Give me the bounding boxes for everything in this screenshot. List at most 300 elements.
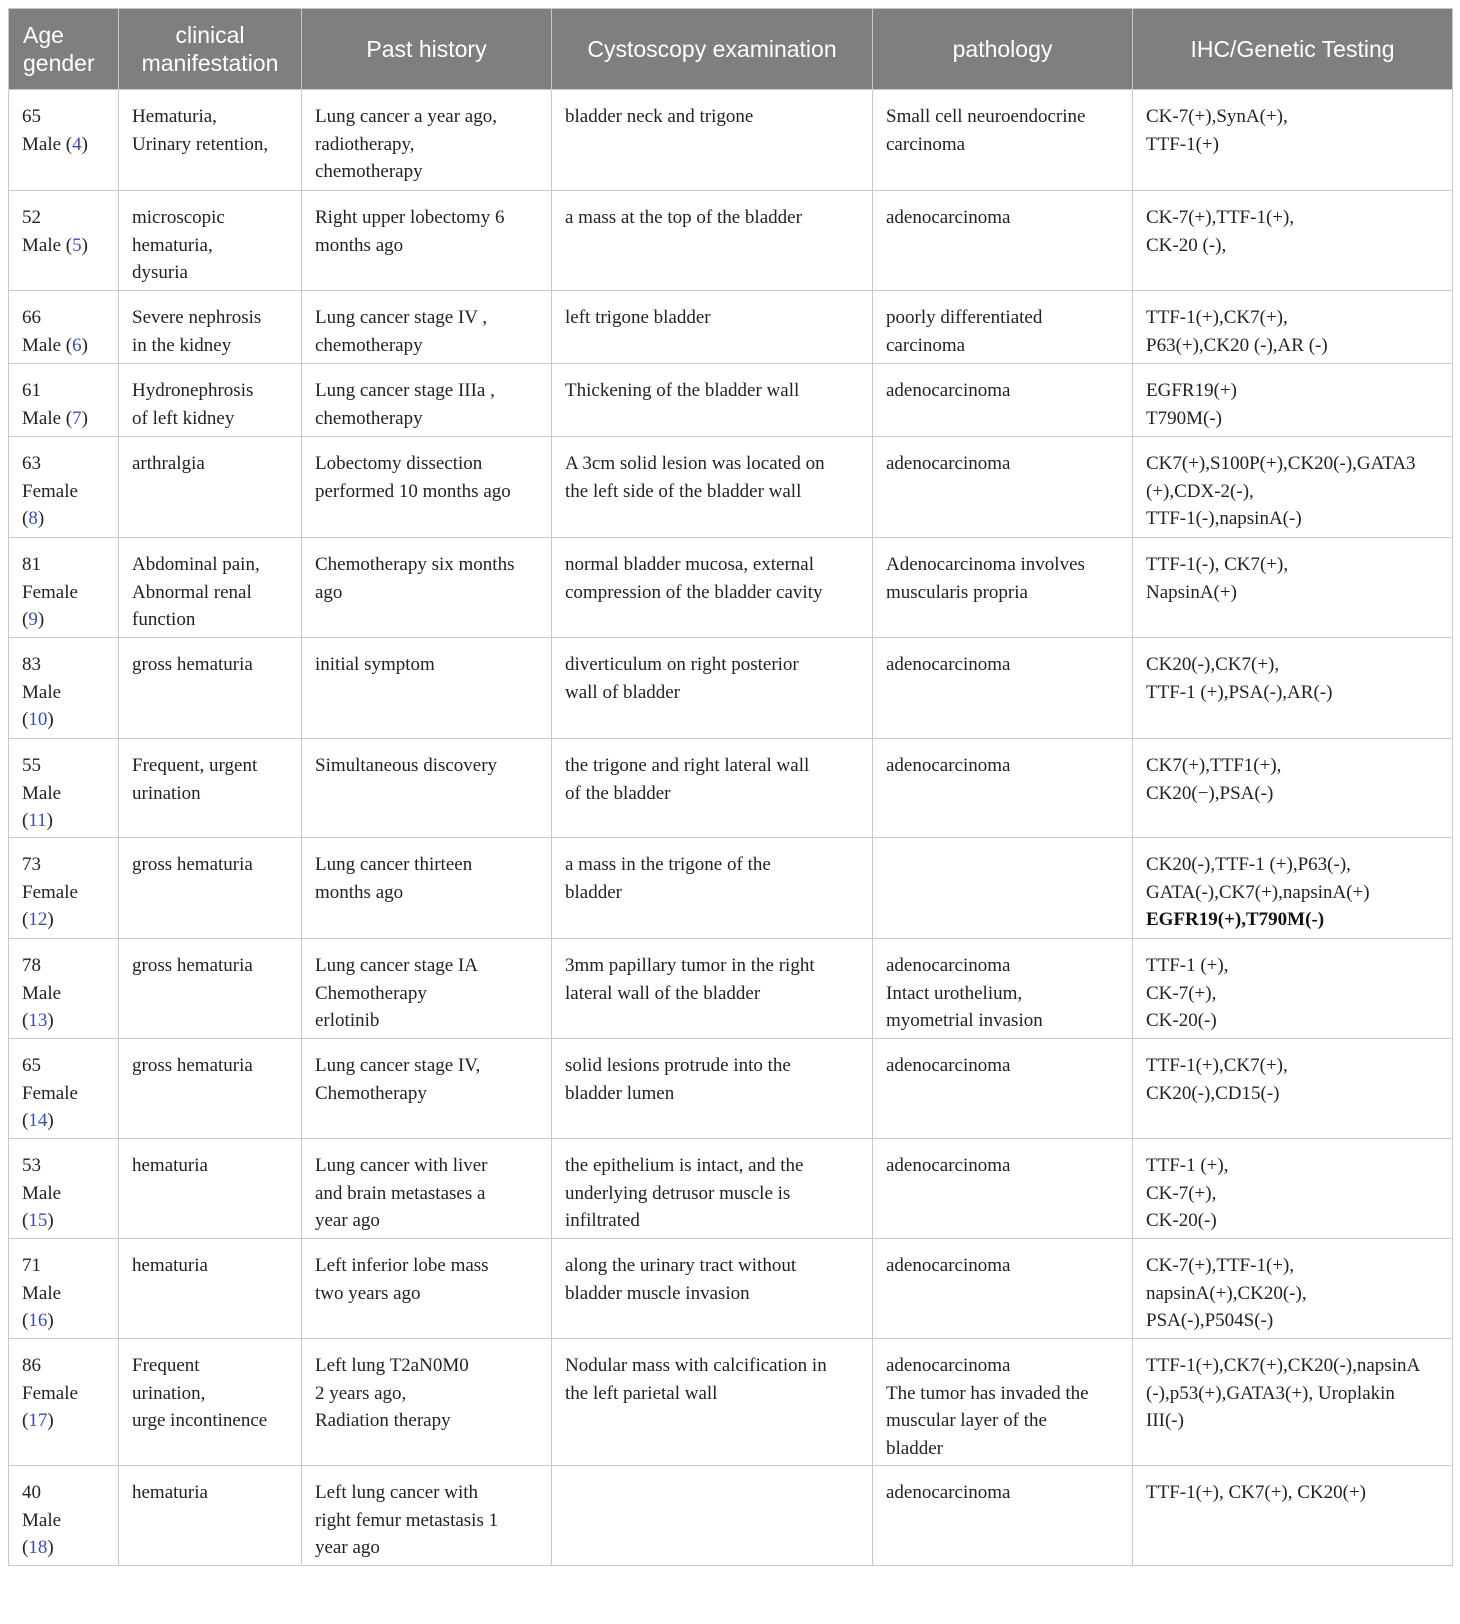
cell-clinical-line: Urinary retention, [132,133,269,155]
reference-link[interactable]: (5) [65,234,88,256]
age-value: 86 [22,1355,41,1376]
header-age-gender: Age gender [9,9,119,90]
cell-pathology-line: adenocarcinoma [886,1482,1011,1503]
age-value: 78 [22,955,41,976]
cell-cystoscopy-line: wall of bladder [565,681,681,703]
reference-number[interactable]: 11 [28,810,47,831]
table-row [9,1239,1453,1339]
cell-past-history-line: initial symptom [315,654,435,675]
reference-number[interactable]: 7 [72,407,82,429]
cell-clinical [119,538,302,638]
cell-age-gender [9,1139,119,1239]
cell-past-history [302,291,552,364]
cell-past-history-line: Lung cancer a year ago, [315,106,497,127]
cell-pathology [873,838,1133,939]
reference-link[interactable]: (10) [22,709,54,730]
cell-cystoscopy-line: left trigone bladder [565,307,711,328]
gender-value: Male [22,982,62,1004]
cell-pathology [873,1339,1133,1466]
cell-cystoscopy-line: infiltrated [565,1210,640,1231]
cell-pathology [873,191,1133,291]
gender-value: Female [22,881,78,903]
cell-age-gender [9,191,119,291]
cell-ihc-line: NapsinA(+) [1146,581,1237,603]
cell-ihc-line: TTF-1(-), CK7(+), [1146,554,1289,575]
cell-pathology [873,638,1133,739]
reference-link[interactable]: (4) [65,133,88,155]
table-row [9,838,1453,939]
reference-number[interactable]: 18 [28,1537,48,1558]
cell-age-gender [9,739,119,838]
age-value: 61 [22,380,41,401]
cell-pathology-line: adenocarcinoma [886,207,1011,228]
cell-past-history [302,638,552,739]
cell-clinical [119,1039,302,1139]
cell-ihc-line: CK-20(-) [1146,1210,1217,1231]
cell-clinical [119,838,302,939]
age-value: 83 [22,654,41,675]
cell-cystoscopy-line: lateral wall of the bladder [565,982,761,1004]
cell-past-history-line: Lung cancer stage IIIa , [315,380,495,401]
cell-ihc-line: (+),CDX-2(-), [1146,480,1254,502]
cell-ihc [1133,538,1453,638]
cell-ihc-line: CK-20(-) [1146,1010,1217,1031]
cell-clinical [119,291,302,364]
cell-clinical-line: Abnormal renal [132,581,252,603]
cell-clinical-line: Frequent [132,1355,200,1376]
gender-value: Female [22,1382,78,1404]
cell-age-gender [9,939,119,1039]
cell-cystoscopy-line: 3mm papillary tumor in the right [565,955,815,976]
cell-pathology-line: adenocarcinoma [886,1155,1011,1176]
cell-past-history-line: months ago [315,881,404,903]
cell-pathology-line: adenocarcinoma [886,453,1011,474]
cell-ihc-line: GATA(-),CK7(+),napsinA(+) [1146,881,1370,903]
age-value: 71 [22,1255,41,1276]
gender-line [22,478,105,506]
cell-clinical-line: hematuria [132,1155,208,1176]
cell-clinical-line: arthralgia [132,453,205,474]
age-value: 55 [22,755,41,776]
cell-past-history-line: Chemotherapy six months [315,554,515,575]
cell-pathology-line: adenocarcinoma [886,955,1011,976]
table-row [9,939,1453,1039]
cell-ihc-line: TTF-1(-),napsinA(-) [1146,508,1302,529]
cell-past-history-line: Simultaneous discovery [315,755,498,776]
cell-pathology [873,1139,1133,1239]
cell-past-history-line: Lung cancer stage IA [315,955,479,976]
cell-past-history-line: Left lung T2aN0M0 [315,1355,469,1376]
reference-link[interactable]: (6) [65,334,88,356]
cell-clinical-line: hematuria, [132,234,213,256]
cell-clinical-line: gross hematuria [132,1055,253,1076]
cell-clinical [119,739,302,838]
cell-past-history-line: radiotherapy, [315,133,415,155]
cell-cystoscopy [552,739,873,838]
cell-past-history [302,191,552,291]
cell-ihc [1133,739,1453,838]
table-container [8,8,1453,1566]
cell-cystoscopy-line: diverticulum on right posterior [565,654,799,675]
gender-value: Male [22,234,62,256]
age-value: 53 [22,1155,41,1176]
cell-past-history [302,739,552,838]
cell-age-gender [9,90,119,191]
cell-pathology-line: poorly differentiated [886,307,1043,328]
cell-clinical-line: Severe nephrosis [132,307,262,328]
cell-past-history-line: Lung cancer thirteen [315,854,473,875]
cell-cystoscopy [552,538,873,638]
cell-cystoscopy [552,191,873,291]
cell-past-history-line: 2 years ago, [315,1382,407,1404]
gender-value: Male [22,133,62,155]
reference-number[interactable]: 9 [28,609,38,630]
table-row [9,90,1453,191]
cell-age-gender [9,838,119,939]
table-row [9,364,1453,437]
cell-cystoscopy [552,638,873,739]
cell-ihc-line: TTF-1 (+),PSA(-),AR(-) [1146,681,1333,703]
table-row [9,1339,1453,1466]
cell-ihc [1133,939,1453,1039]
cell-cystoscopy-line: a mass at the top of the bladder [565,207,802,228]
cell-past-history-line: ago [315,581,343,603]
cell-past-history-line: Right upper lobectomy 6 [315,207,505,228]
reference-number[interactable]: 16 [28,1310,48,1331]
gender-line [22,1180,105,1208]
cell-clinical-line: gross hematuria [132,654,253,675]
cell-ihc-line: TTF-1(+),CK7(+), [1146,307,1288,328]
cell-past-history-line: right femur metastasis 1 [315,1509,499,1531]
gender-value: Female [22,480,78,502]
reference-number[interactable]: 6 [72,334,82,356]
cell-pathology-line: myometrial invasion [886,1010,1043,1031]
cell-pathology-line: Adenocarcinoma involves [886,554,1085,575]
cell-cystoscopy-line: compression of the bladder cavity [565,581,823,603]
cell-past-history [302,1139,552,1239]
cell-pathology [873,939,1133,1039]
cell-ihc-line: CK-7(+),SynA(+), [1146,106,1288,127]
cell-ihc [1133,838,1453,939]
cell-pathology [873,291,1133,364]
gender-line [22,980,105,1008]
gender-line [22,332,105,360]
cell-clinical-line: gross hematuria [132,955,253,976]
cell-clinical [119,437,302,538]
cell-cystoscopy-line: of the bladder [565,782,671,804]
cell-cystoscopy [552,1466,873,1566]
cell-cystoscopy-line: A 3cm solid lesion was located on [565,453,825,474]
table-row [9,739,1453,838]
cell-ihc-line: CK-7(+),TTF-1(+), [1146,1255,1295,1276]
gender-value: Male [22,407,62,429]
table-row [9,638,1453,739]
cell-ihc-line: TTF-1(+), CK7(+), CK20(+) [1146,1482,1367,1503]
cell-ihc-line: CK20(−),PSA(-) [1146,782,1274,804]
header-clinical-manifestation: clinical manifestation [119,9,302,90]
gender-value: Male [22,681,62,703]
header-row [9,9,1453,90]
cell-pathology [873,739,1133,838]
cell-cystoscopy [552,364,873,437]
reference-number[interactable]: 5 [72,234,82,256]
cell-pathology-line: The tumor has invaded the [886,1382,1089,1404]
table-row [9,538,1453,638]
cell-age-gender [9,291,119,364]
cell-cystoscopy-line: normal bladder mucosa, external [565,554,815,575]
cell-ihc [1133,1339,1453,1466]
cell-ihc-line: TTF-1(+),CK7(+),CK20(-),napsinA [1146,1355,1421,1376]
reference-link[interactable]: (7) [65,407,88,429]
cell-ihc-line: CK20(-),CK7(+), [1146,654,1280,675]
table-row [9,291,1453,364]
gender-line [22,131,105,159]
header-pathology: pathology [873,9,1133,90]
table-row [9,1039,1453,1139]
cell-clinical-line: function [132,609,196,630]
gender-line [22,232,105,260]
cell-pathology-line: adenocarcinoma [886,380,1011,401]
cell-ihc-bold-line: EGFR19(+),T790M(-) [1146,909,1325,930]
age-value: 40 [22,1482,41,1503]
cell-cystoscopy-line: bladder muscle invasion [565,1282,750,1304]
cell-past-history-line: year ago [315,1210,380,1231]
cell-past-history-line: two years ago [315,1282,421,1304]
cell-clinical-line: urge incontinence [132,1410,268,1431]
cell-ihc-line: CK-7(+),TTF-1(+), [1146,207,1295,228]
cell-ihc [1133,90,1453,191]
cell-clinical-line: hematuria [132,1255,208,1276]
cell-ihc-line: III(-) [1146,1410,1184,1431]
reference-link[interactable]: (15) [22,1210,54,1231]
cell-pathology-line: adenocarcinoma [886,755,1011,776]
cell-ihc-line: CK-7(+), [1146,982,1217,1004]
cell-pathology-line: adenocarcinoma [886,1255,1011,1276]
cell-ihc [1133,191,1453,291]
cell-past-history-line: chemotherapy [315,161,423,182]
cell-clinical-line: urination [132,782,201,804]
cell-past-history-line: performed 10 months ago [315,480,511,502]
cell-past-history-line: Chemotherapy [315,982,427,1004]
reference-number[interactable]: 4 [72,133,82,155]
age-value: 81 [22,554,41,575]
cell-past-history-line: Left lung cancer with [315,1482,479,1503]
header-cystoscopy: Cystoscopy examination [552,9,873,90]
reference-link[interactable]: (18) [22,1537,54,1558]
reference-number[interactable]: 17 [28,1410,48,1431]
gender-value: Female [22,581,78,603]
gender-line [22,679,105,707]
cell-ihc [1133,1239,1453,1339]
table-row [9,1139,1453,1239]
reference-number[interactable]: 10 [28,709,48,730]
reference-link[interactable]: (12) [22,909,54,930]
cell-pathology-line: carcinoma [886,334,966,356]
cell-ihc-line: TTF-1 (+), [1146,955,1229,976]
cell-past-history [302,364,552,437]
table-row [9,437,1453,538]
cell-ihc [1133,437,1453,538]
cell-ihc-line: CK7(+),S100P(+),CK20(-),GATA3 [1146,453,1416,474]
cell-cystoscopy [552,1039,873,1139]
cell-pathology [873,364,1133,437]
reference-link[interactable]: (17) [22,1410,54,1431]
cell-clinical [119,1339,302,1466]
reference-number[interactable]: 14 [28,1110,48,1131]
cell-ihc-line: TTF-1(+) [1146,133,1219,155]
cell-past-history-line: and brain metastases a [315,1182,486,1204]
cell-ihc [1133,291,1453,364]
cell-clinical [119,939,302,1039]
reference-number[interactable]: 13 [28,1010,48,1031]
cell-pathology [873,1239,1133,1339]
cell-clinical-line: of left kidney [132,407,235,429]
cell-clinical-line: Abdominal pain, [132,554,260,575]
table-body [9,90,1453,1566]
cell-ihc-line: EGFR19(+) [1146,380,1237,401]
cell-past-history [302,1466,552,1566]
cell-ihc-line: T790M(-) [1146,407,1222,429]
cell-cystoscopy-line: along the urinary tract without [565,1255,797,1276]
cell-cystoscopy [552,838,873,939]
cell-cystoscopy-line: the trigone and right lateral wall [565,755,810,776]
gender-line [22,1080,105,1108]
cell-past-history [302,538,552,638]
cell-age-gender [9,364,119,437]
cell-past-history [302,939,552,1039]
cell-pathology-line: Intact urothelium, [886,982,1023,1004]
cell-pathology-line: adenocarcinoma [886,1355,1011,1376]
cell-ihc [1133,1139,1453,1239]
cell-past-history-line: Radiation therapy [315,1410,451,1431]
cell-clinical-line: Frequent, urgent [132,755,258,776]
gender-value: Female [22,1082,78,1104]
cell-pathology-line: bladder [886,1437,943,1459]
age-value: 66 [22,307,41,328]
cell-pathology-line: Small cell neuroendocrine [886,106,1086,127]
cell-age-gender [9,1339,119,1466]
reference-link[interactable]: (9) [22,609,45,630]
cell-past-history [302,1039,552,1139]
cell-age-gender [9,1239,119,1339]
cell-cystoscopy-line: bladder neck and trigone [565,106,754,127]
cell-ihc [1133,1466,1453,1566]
cell-ihc-line: CK-20 (-), [1146,234,1227,256]
cell-ihc-line: CK20(-),CD15(-) [1146,1082,1280,1104]
cell-cystoscopy-line: the left parietal wall [565,1382,718,1404]
cell-ihc-line: TTF-1(+),CK7(+), [1146,1055,1288,1076]
cell-age-gender [9,538,119,638]
cell-ihc-line: (-),p53(+),GATA3(+), Uroplakin [1146,1382,1395,1404]
cell-clinical-line: microscopic [132,207,225,228]
cell-age-gender [9,638,119,739]
cell-past-history [302,1239,552,1339]
cell-past-history-line: chemotherapy [315,407,423,429]
cell-past-history-line: Lobectomy dissection [315,453,483,474]
reference-number[interactable]: 15 [28,1210,48,1231]
reference-number[interactable]: 8 [28,508,38,529]
gender-value: Male [22,1182,62,1204]
cell-cystoscopy [552,1139,873,1239]
age-value: 65 [22,1055,41,1076]
gender-line [22,780,105,808]
cell-past-history-line: Left inferior lobe mass [315,1255,489,1276]
gender-line [22,1507,105,1535]
reference-link[interactable]: (8) [22,508,45,529]
cell-ihc [1133,638,1453,739]
cell-pathology [873,1039,1133,1139]
cell-pathology-line: muscularis propria [886,581,1028,603]
cell-cystoscopy-line: Thickening of the bladder wall [565,380,800,401]
cell-cystoscopy [552,1339,873,1466]
cell-cystoscopy-line: Nodular mass with calcification in [565,1355,827,1376]
table-row [9,191,1453,291]
cell-clinical [119,191,302,291]
age-value: 63 [22,453,41,474]
cell-clinical [119,1139,302,1239]
gender-line [22,1380,105,1408]
cell-pathology-line: carcinoma [886,133,966,155]
cell-ihc-line: CK20(-),TTF-1 (+),P63(-), [1146,854,1351,875]
age-value: 52 [22,207,41,228]
gender-line [22,879,105,907]
cell-past-history [302,90,552,191]
cell-cystoscopy-line: solid lesions protrude into the [565,1055,791,1076]
cell-cystoscopy-line: bladder lumen [565,1082,675,1104]
age-value: 73 [22,854,41,875]
cell-cystoscopy [552,939,873,1039]
cell-pathology [873,437,1133,538]
cell-ihc-line: napsinA(+),CK20(-), [1146,1282,1307,1304]
cell-pathology-line: muscular layer of the [886,1410,1047,1431]
cell-clinical [119,364,302,437]
cell-pathology-line: adenocarcinoma [886,654,1011,675]
reference-link[interactable]: (11) [22,810,53,831]
cell-past-history-line: Lung cancer with liver [315,1155,488,1176]
cell-ihc-line: P63(+),CK20 (-),AR (-) [1146,334,1328,356]
reference-link[interactable]: (16) [22,1310,54,1331]
cell-cystoscopy [552,291,873,364]
cell-clinical [119,638,302,739]
gender-line [22,1280,105,1308]
cell-clinical-line: urination, [132,1382,206,1404]
cell-age-gender [9,437,119,538]
gender-line [22,579,105,607]
cell-past-history-line: Lung cancer stage IV, [315,1055,481,1076]
cell-past-history-line: months ago [315,234,404,256]
cell-clinical-line: hematuria [132,1482,208,1503]
cell-ihc [1133,364,1453,437]
cell-past-history [302,437,552,538]
reference-number[interactable]: 12 [28,909,48,930]
cell-past-history-line: erlotinib [315,1010,380,1031]
cell-past-history [302,838,552,939]
cell-ihc-line: CK-7(+), [1146,1182,1217,1204]
cell-ihc-line: CK7(+),TTF1(+), [1146,755,1282,776]
cell-cystoscopy-line: the epithelium is intact, and the [565,1155,804,1176]
cell-past-history-line: chemotherapy [315,334,423,356]
header-past-history: Past history [302,9,552,90]
gender-value: Male [22,1509,62,1531]
cell-cystoscopy-line: underlying detrusor muscle is [565,1182,791,1204]
cell-past-history [302,1339,552,1466]
reference-link[interactable]: (14) [22,1110,54,1131]
cell-clinical-line: in the kidney [132,334,232,356]
gender-value: Male [22,334,62,356]
cell-cystoscopy [552,90,873,191]
reference-link[interactable]: (13) [22,1010,54,1031]
cell-past-history-line: Chemotherapy [315,1082,427,1104]
